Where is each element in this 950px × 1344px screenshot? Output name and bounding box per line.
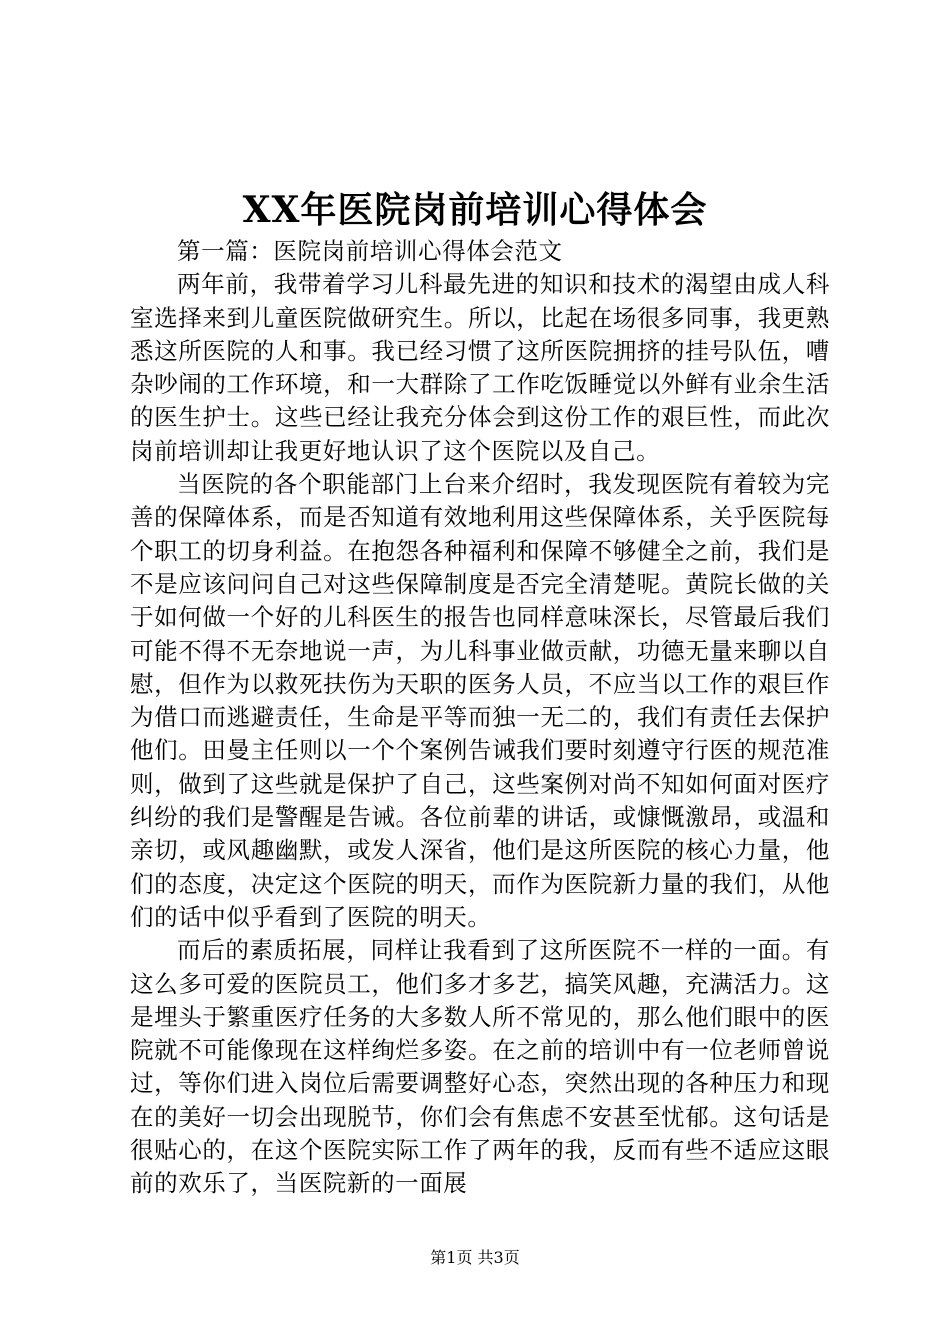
paragraph: 而后的素质拓展，同样让我看到了这所医院不一样的一面。有这么多可爱的医院员工，他们多才多艺，搞笑风趣，充满活力。这是埋头于繁重医疗任务的大多数人所不常见的，那么他们眼中的医院就不可能像现在这样绚烂多姿。在之前的培训中有一位老师曾说过，等你们进入岗位后需要调整好心态，突然出现的各种压力和现在的美好一切会出现脱节，你们会有焦虑不安甚至忧郁。这句话是很贴心的，在这个医院实际工作了两年的我，反而有些不适应这眼前的欢乐了，当医院新的一面展: [130, 936, 830, 1198]
section-heading: 第一篇：医院岗前培训心得体会范文: [177, 237, 563, 265]
document-body: [130, 235, 830, 1201]
document-title: XX年医院岗前培训心得体会: [242, 189, 708, 231]
paragraph: 两年前，我带着学习儿科最先进的知识和技术的渴望由成人科室选择来到儿童医院做研究生。所以，比起在场很多同事，我更熟悉这所医院的人和事。我已经习惯了这所医院拥挤的挂号队伍，嘈杂吵闹的工作环境，和一大群除了工作吃饭睡觉以外鲜有业余生活的医生护士。这些已经让我充分体会到这份工作的艰巨性，而此次岗前培训却让我更好地认识了这个医院以及自己。: [130, 270, 830, 465]
paragraph: 当医院的各个职能部门上台来介绍时，我发现医院有着较为完善的保障体系，而是否知道有效地利用这些保障体系，关乎医院每个职工的切身利益。在抱怨各种福利和保障不够健全之前，我们是不是应该问问自己对这些保障制度是否完全清楚呢。黄院长做的关于如何做一个好的儿科医生的报告也同样意味深长，尽管最后我们可能不得不无奈地说一声，为儿科事业做贡献，功德无量来聊以自慰，但作为以救死扶伤为天职的医务人员，不应当以工作的艰巨作为借口而逃避责任，生命是平等而独一无二的，我们有责任去保护他们。田曼主任则以一个个案例告诫我们要时刻遵守行医的规范准则，做到了这些就是保护了自己，这些案例对尚不知如何面对医疗纠纷的我们是警醒是告诫。各位前辈的讲话，或慷慨激昂，或温和亲切，或风趣幽默，或发人深省，他们是这所医院的核心力量，他们的态度，决定这个医院的明天，而作为医院新力量的我们，从他们的话中似乎看到了医院的明天。: [130, 470, 830, 931]
page-footer: 第1页 共3页: [430, 1248, 520, 1267]
